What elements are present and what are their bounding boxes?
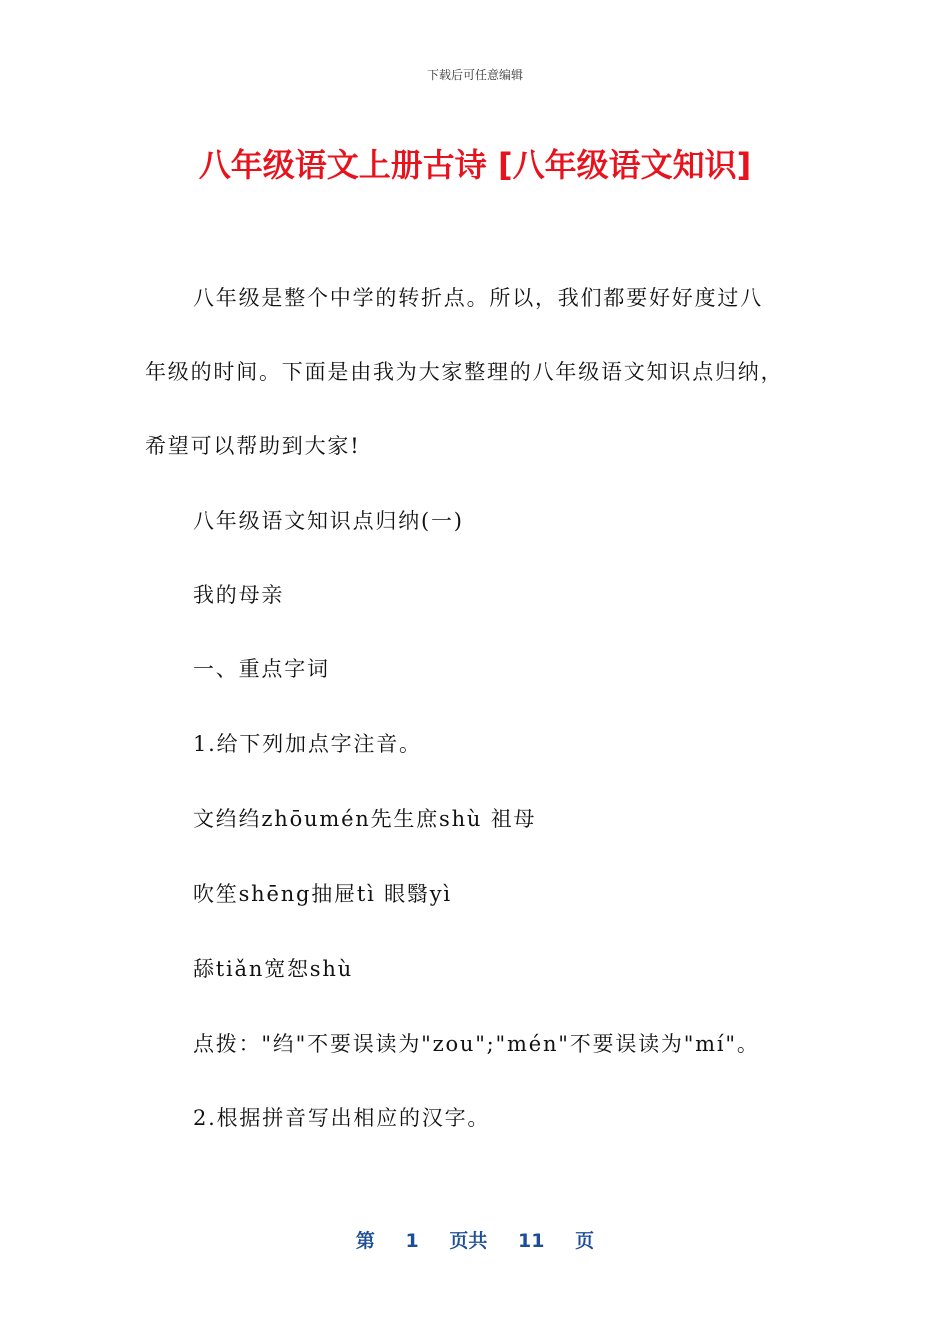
footer-total-pages: 11: [518, 1230, 545, 1252]
pinyin-line-2: 吹笙shēng抽屉tì 眼翳yì: [193, 882, 452, 906]
subsection-heading: 一、重点字词: [193, 657, 330, 681]
exercise-1-heading: 1.给下列加点字注音。: [193, 732, 422, 756]
section-heading: 八年级语文知识点归纳(一): [193, 509, 464, 533]
lesson-title: 我的母亲: [193, 583, 285, 607]
footer-mid: 页共: [449, 1230, 488, 1252]
intro-line-1: 八年级是整个中学的转折点。所以，我们都要好好度过八: [193, 286, 763, 310]
exercise-2-heading: 2.根据拼音写出相应的汉字。: [193, 1106, 491, 1130]
document-title: 八年级语文上册古诗 [八年级语文知识]: [198, 146, 752, 184]
footer-current-page: 1: [405, 1230, 419, 1252]
intro-line-2: 年级的时间。下面是由我为大家整理的八年级语文知识点归纳，: [145, 360, 784, 384]
pinyin-line-3: 舔tiǎn宽恕shù: [193, 957, 354, 981]
header-note: 下载后可任意编辑: [426, 68, 523, 82]
pinyin-line-1: 文绉绉zhōumén先生庶shù 祖母: [193, 807, 537, 831]
footer-prefix: 第: [355, 1230, 375, 1252]
hint-line: 点拨："绉"不要误读为"zou";"mén"不要误读为"mí"。: [193, 1032, 760, 1056]
page-footer: [0, 1226, 950, 1253]
intro-line-3: 希望可以帮助到大家!: [145, 434, 361, 458]
footer-suffix: 页: [575, 1230, 595, 1252]
